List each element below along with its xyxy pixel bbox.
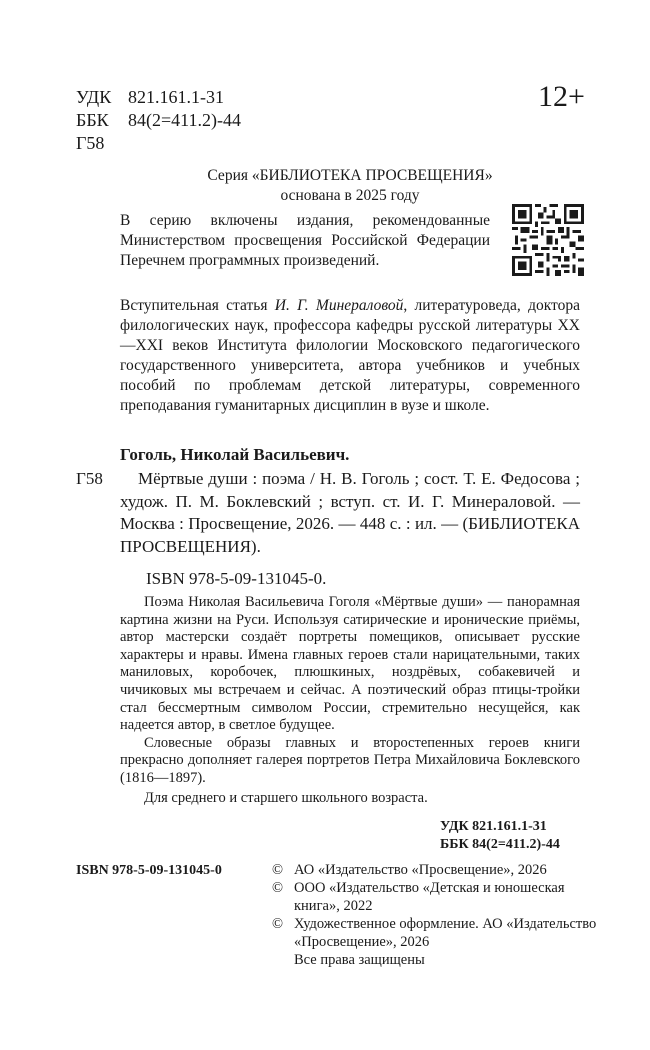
copyright-block xyxy=(272,861,602,969)
classification-codes-bottom xyxy=(440,818,560,854)
intro-article-note xyxy=(120,296,580,416)
annotation-paragraph-2: Словесные образы главных и второстепенных героев книги прекрасно дополняет галерея портретов Петра Михайловича Боклевского (1816—1897). xyxy=(120,734,580,786)
intro-author: И. Г. Минераловой xyxy=(274,297,404,314)
bbk-value: 84(2=411.2)-44 xyxy=(128,110,241,130)
author-mark: Г58 xyxy=(76,133,105,153)
copyright-icon: © xyxy=(272,880,284,896)
udk-label: УДК xyxy=(76,87,112,107)
intro-prefix: Вступительная статья xyxy=(120,297,268,314)
audience-note: Для среднего и старшего школьного возраста. xyxy=(144,790,428,806)
classification-codes-top xyxy=(76,86,241,155)
record-isbn: ISBN 978-5-09-131045-0. xyxy=(146,569,327,588)
rights-line xyxy=(272,951,602,969)
qr-code-icon xyxy=(512,204,584,276)
series-description: В серию включены издания, рекомендованные Министерством просвещения Российской Федерации Перечнем программных произведений. xyxy=(120,212,490,269)
copyright-line xyxy=(272,879,602,915)
annotation xyxy=(120,594,580,788)
series-line-2: основана в 2025 году xyxy=(280,187,420,204)
record-code: Г58 xyxy=(76,469,103,488)
bbk-label: ББК xyxy=(76,110,109,130)
intro-rest: , литературоведа, доктора филологических наук, профессора кафедры русской литературы XX—XXI веков Института филологии Московского педагогического государственного университета, автора учебников и учебных пособий по проблемам детской литературы, современного преподавания гуманитарных дисциплин в вузе и школе. xyxy=(120,297,580,414)
bbk-bottom: ББК 84(2=411.2)-44 xyxy=(440,837,560,852)
age-rating: 12+ xyxy=(538,80,585,113)
copyright-line xyxy=(272,915,602,951)
copyright-line xyxy=(272,861,602,879)
copyright-text: ООО «Издательство «Детская и юношеская книга», 2022 xyxy=(294,880,565,914)
copyright-text: АО «Издательство «Просвещение», 2026 xyxy=(294,862,547,878)
copyright-icon: © xyxy=(272,916,284,932)
udk-value: 821.161.1-31 xyxy=(128,87,224,107)
series-title xyxy=(120,166,580,206)
record-body: Мёртвые души : поэма / Н. В. Гоголь ; сост. Т. Е. Федосова ; худож. П. М. Боклевский ; вступ. ст. И. Г. Минераловой. — Москва : Просвещение, 2026. — 448 с. : ил. — (БИБЛИОТЕКА ПРОСВЕЩЕНИЯ). xyxy=(120,469,580,556)
record-heading: Гоголь, Николай Васильевич. xyxy=(120,445,350,464)
udk-bottom: УДК 821.161.1-31 xyxy=(440,819,547,834)
copyright-icon: © xyxy=(272,862,284,878)
series-line-1: Серия «БИБЛИОТЕКА ПРОСВЕЩЕНИЯ» xyxy=(207,167,493,184)
isbn-bottom: ISBN 978-5-09-131045-0 xyxy=(76,863,222,878)
copyright-text: Художественное оформление. АО «Издательство «Просвещение», 2026 xyxy=(294,916,597,950)
rights-reserved: Все права защищены xyxy=(294,952,425,968)
annotation-paragraph-1: Поэма Николая Васильевича Гоголя «Мёртвые души» — панорамная картина жизни на Руси. Используя сатирические и иронические приёмы, автор мастерски создаёт портреты помещиков, описывает русские характеры и нравы. Имена главных героев стали нарицательными, таких маниловых, коробочек, плюшкиных, ноздрёвых, собакевичей и чичиковых мы встречаем и сейчас. А поэтический образ птицы-тройки стал бессмертным символом России, стремительно несущейся, как надеется автор, в светлое будущее. xyxy=(120,594,580,734)
